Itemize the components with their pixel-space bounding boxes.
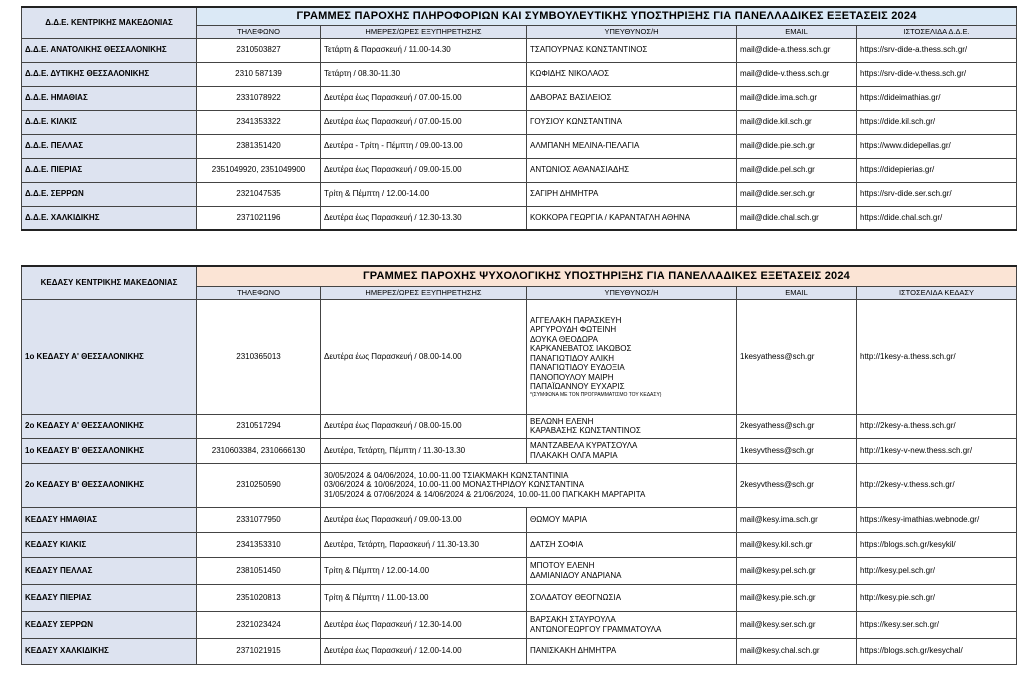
table2-corner: ΚΕΔΑΣΥ ΚΕΝΤΡΙΚΗΣ ΜΑΚΕΔΟΝΙΑΣ bbox=[22, 266, 197, 299]
row-email[interactable]: mail@dide.chal.sch.gr bbox=[737, 206, 857, 230]
row-email[interactable]: mail@dide.kil.sch.gr bbox=[737, 110, 857, 134]
row-person: ΓΟΥΣΙΟΥ ΚΩΝΣΤΑΝΤΙΝΑ bbox=[527, 110, 737, 134]
row-name: ΚΕΔΑΣΥ ΧΑΛΚΙΔΙΚΗΣ bbox=[22, 638, 197, 664]
row-name: ΚΕΔΑΣΥ ΣΕΡΡΩΝ bbox=[22, 611, 197, 638]
person-name: ΚΑΡΑΒΑΣΗΣ ΚΩΝΣΤΑΝΤΙΝΟΣ bbox=[530, 426, 641, 435]
table-row bbox=[22, 584, 1017, 611]
row-persons bbox=[527, 438, 737, 463]
table2-header-email: EMAIL bbox=[737, 286, 857, 299]
row-phone: 2371021915 bbox=[197, 638, 321, 664]
row-hours: Δευτέρα έως Παρασκευή / 09.00-15.00 bbox=[321, 158, 527, 182]
row-hours: Δευτέρα έως Παρασκευή / 12.30-13.30 bbox=[321, 206, 527, 230]
row-hours: Δευτέρα έως Παρασκευή / 12.00-14.00 bbox=[321, 638, 527, 664]
row-phone: 2341353310 bbox=[197, 532, 321, 557]
table-row bbox=[22, 182, 1017, 206]
row-phone: 2331077950 bbox=[197, 507, 321, 532]
row-name: 2ο ΚΕΔΑΣΥ Α' ΘΕΣΣΑΛΟΝΙΚΗΣ bbox=[22, 414, 197, 438]
row-phone: 2341353322 bbox=[197, 110, 321, 134]
row-phone: 2381051450 bbox=[197, 557, 321, 584]
row-person: ΑΝΤΩΝΙΟΣ ΑΘΑΝΑΣΙΑΔΗΣ bbox=[527, 158, 737, 182]
person-name: ΑΡΓΥΡΟΥΔΗ ΦΩΤΕΙΝΗ bbox=[530, 325, 617, 334]
row-website[interactable]: https://kesy-imathias.webnode.gr/ bbox=[857, 507, 1017, 532]
row-person: ΑΛΜΠΑΝΗ ΜΕΛΙΝΑ-ΠΕΛΑΓΙΑ bbox=[527, 134, 737, 158]
row-email[interactable]: mail@kesy.ima.sch.gr bbox=[737, 507, 857, 532]
dde-contacts-table bbox=[21, 6, 1017, 231]
row-name: Δ.Δ.Ε. ΠΕΛΛΑΣ bbox=[22, 134, 197, 158]
row-hours: Τρίτη & Πέμπτη / 12.00-14.00 bbox=[321, 557, 527, 584]
row-phone: 2331078922 bbox=[197, 86, 321, 110]
person-name: ΜΑΝΤΖΑΒΕΛΑ ΚΥΡΑΤΣΟΥΛΑ bbox=[530, 441, 638, 450]
row-phone: 2310365013 bbox=[197, 299, 321, 414]
row-website[interactable]: http://1kesy-v-new.thess.sch.gr/ bbox=[857, 438, 1017, 463]
row-email[interactable]: mail@kesy.pel.sch.gr bbox=[737, 557, 857, 584]
table2-header-hours: ΗΜΕΡΕΣ/ΩΡΕΣ ΕΞΥΠΗΡΕΤΗΣΗΣ bbox=[321, 286, 527, 299]
row-hours: Τετάρτη / 08.30-11.30 bbox=[321, 62, 527, 86]
person-name: ΠΛΑΚΑΚΗ ΟΛΓΑ ΜΑΡΙΑ bbox=[530, 450, 618, 460]
table-row bbox=[22, 134, 1017, 158]
person-name: ΠΑΝΑΓΙΩΤΙΔΟΥ ΕΥΔΟΞΙΑ bbox=[530, 363, 625, 372]
row-hours: Δευτέρα έως Παρασκευή / 08.00-15.00 bbox=[321, 414, 527, 438]
table-row bbox=[22, 532, 1017, 557]
table1-header-person: ΥΠΕΥΘΥΝΟΣ/Η bbox=[527, 25, 737, 38]
table1-header-phone: ΤΗΛΕΦΩΝΟ bbox=[197, 25, 321, 38]
row-email[interactable]: mail@dide-v.thess.sch.gr bbox=[737, 62, 857, 86]
row-website[interactable]: http://2kesy-v.thess.sch.gr/ bbox=[857, 463, 1017, 507]
row-name: ΚΕΔΑΣΥ ΗΜΑΘΙΑΣ bbox=[22, 507, 197, 532]
row-person: ΤΣΑΠΟΥΡΝΑΣ ΚΩΝΣΤΑΝΤΙΝΟΣ bbox=[527, 38, 737, 62]
row-hours: Τρίτη & Πέμπτη / 11.00-13.00 bbox=[321, 584, 527, 611]
row-email[interactable]: mail@dide.ser.sch.gr bbox=[737, 182, 857, 206]
row-name: Δ.Δ.Ε. ΔΥΤΙΚΗΣ ΘΕΣΣΑΛΟΝΙΚΗΣ bbox=[22, 62, 197, 86]
row-name: ΚΕΔΑΣΥ ΠΙΕΡΙΑΣ bbox=[22, 584, 197, 611]
row-website[interactable]: https://blogs.sch.gr/kesychal/ bbox=[857, 638, 1017, 664]
table1-header-website: ΙΣΤΟΣΕΛΙΔΑ Δ.Δ.Ε. bbox=[857, 25, 1017, 38]
table-row bbox=[22, 611, 1017, 638]
table1-header-email: EMAIL bbox=[737, 25, 857, 38]
row-name: Δ.Δ.Ε. ΠΙΕΡΙΑΣ bbox=[22, 158, 197, 182]
row-email[interactable]: mail@dide.ima.sch.gr bbox=[737, 86, 857, 110]
row-email[interactable]: mail@kesy.pie.sch.gr bbox=[737, 584, 857, 611]
table-row bbox=[22, 158, 1017, 182]
row-hours: Δευτέρα - Τρίτη - Πέμπτη / 09.00-13.00 bbox=[321, 134, 527, 158]
schedule-line: 30/05/2024 & 04/06/2024, 10.00-11.00 ΤΣΙΑΚΜΑΚΗ ΚΩΝΣΤΑΝΤΙΝΙΑ bbox=[324, 470, 569, 480]
row-persons bbox=[527, 611, 737, 638]
table-row bbox=[22, 38, 1017, 62]
row-phone: 2351049920, 2351049900 bbox=[197, 158, 321, 182]
row-hours: Δευτέρα, Τετάρτη, Πέμπτη / 11.30-13.30 bbox=[321, 438, 527, 463]
row-email[interactable]: mail@dide.pie.sch.gr bbox=[737, 134, 857, 158]
row-hours: Δευτέρα έως Παρασκευή / 09.00-13.00 bbox=[321, 507, 527, 532]
row-name: Δ.Δ.Ε. ΑΝΑΤΟΛΙΚΗΣ ΘΕΣΣΑΛΟΝΙΚΗΣ bbox=[22, 38, 197, 62]
person-name: ΚΑΡΚΑΝΕΒΑΤΟΣ ΙΑΚΩΒΟΣ bbox=[530, 344, 632, 353]
row-person: ΘΩΜΟΥ ΜΑΡΙΑ bbox=[527, 507, 737, 532]
table-row bbox=[22, 414, 1017, 438]
row-email[interactable]: mail@dide-a.thess.sch.gr bbox=[737, 38, 857, 62]
person-name: ΑΝΤΩΝΟΓΕΩΡΓΟΥ ΓΡΑΜΜΑΤΟΥΛΑ bbox=[530, 624, 662, 634]
row-person: ΣΟΛΔΑΤΟΥ ΘΕΟΓΝΩΣΙΑ bbox=[527, 584, 737, 611]
row-website[interactable]: https://srv-dide-a.thess.sch.gr/ bbox=[857, 38, 1017, 62]
row-hours: Δευτέρα, Τετάρτη, Παρασκευή / 11.30-13.30 bbox=[321, 532, 527, 557]
row-phone: 2321023424 bbox=[197, 611, 321, 638]
row-person: ΔΑΒΟΡΑΣ ΒΑΣΙΛΕΙΟΣ bbox=[527, 86, 737, 110]
row-schedule bbox=[321, 463, 737, 507]
person-name: ΔΑΜΙΑΝΙΔΟΥ ΑΝΔΡΙΑΝΑ bbox=[530, 570, 622, 580]
person-name: ΜΠΟΤΟΥ ΕΛΕΝΗ bbox=[530, 561, 595, 570]
table1-header-hours: ΗΜΕΡΕΣ/ΩΡΕΣ ΕΞΥΠΗΡΕΤΗΣΗΣ bbox=[321, 25, 527, 38]
row-email[interactable]: mail@kesy.ser.sch.gr bbox=[737, 611, 857, 638]
row-website[interactable]: https://dide.kil.sch.gr/ bbox=[857, 110, 1017, 134]
row-name: Δ.Δ.Ε. ΣΕΡΡΩΝ bbox=[22, 182, 197, 206]
table-row bbox=[22, 507, 1017, 532]
row-website[interactable]: https://blogs.sch.gr/kesykil/ bbox=[857, 532, 1017, 557]
row-email[interactable]: 1kesyvthess@sch.gr bbox=[737, 438, 857, 463]
row-phone: 2310603384, 2310666130 bbox=[197, 438, 321, 463]
row-name: ΚΕΔΑΣΥ ΠΕΛΛΑΣ bbox=[22, 557, 197, 584]
person-name: ΔΟΥΚΑ ΘΕΟΔΩΡΑ bbox=[530, 334, 598, 344]
row-hours: Δευτέρα έως Παρασκευή / 07.00-15.00 bbox=[321, 86, 527, 110]
row-phone: 2321047535 bbox=[197, 182, 321, 206]
row-website[interactable]: https://dide.chal.sch.gr/ bbox=[857, 206, 1017, 230]
row-phone: 2310250590 bbox=[197, 463, 321, 507]
row-website[interactable]: http://kesy.pie.sch.gr/ bbox=[857, 584, 1017, 611]
person-name: ΒΕΛΩΝΗ ΕΛΕΝΗ bbox=[530, 416, 594, 426]
table-row bbox=[22, 86, 1017, 110]
table-row bbox=[22, 299, 1017, 414]
row-phone: 2351020813 bbox=[197, 584, 321, 611]
table-row bbox=[22, 438, 1017, 463]
row-person: ΠΑΝΙΣΚΑΚΗ ΔΗΜΗΤΡΑ bbox=[527, 638, 737, 664]
table-row bbox=[22, 638, 1017, 664]
row-website[interactable]: http://kesy.pel.sch.gr/ bbox=[857, 557, 1017, 584]
row-persons bbox=[527, 414, 737, 438]
row-hours: Δευτέρα έως Παρασκευή / 12.30-14.00 bbox=[321, 611, 527, 638]
row-name: 2ο ΚΕΔΑΣΥ Β' ΘΕΣΣΑΛΟΝΙΚΗΣ bbox=[22, 463, 197, 507]
row-hours: Δευτέρα έως Παρασκευή / 08.00-14.00 bbox=[321, 299, 527, 414]
table-row bbox=[22, 557, 1017, 584]
person-name: ΑΓΓΕΛΑΚΗ ΠΑΡΑΣΚΕΥΗ bbox=[530, 315, 622, 325]
row-website[interactable]: http://1kesy-a.thess.sch.gr/ bbox=[857, 299, 1017, 414]
row-phone: 2310503827 bbox=[197, 38, 321, 62]
table-row bbox=[22, 206, 1017, 230]
schedule-line: 31/05/2024 & 07/06/2024 & 14/06/2024 & 21/06/2024, 10.00-11.00 ΠΑΓΚΑΚΗ ΜΑΡΓΑΡΙΤΑ bbox=[324, 489, 646, 499]
table-row bbox=[22, 110, 1017, 134]
row-website[interactable]: https://kesy.ser.sch.gr/ bbox=[857, 611, 1017, 638]
row-phone: 2381351420 bbox=[197, 134, 321, 158]
row-persons bbox=[527, 299, 737, 414]
person-name: ΠΑΝΟΠΟΥΛΟΥ ΜΑΙΡΗ bbox=[530, 372, 614, 382]
row-website[interactable]: https://srv-dide-v.thess.sch.gr/ bbox=[857, 62, 1017, 86]
row-hours: Τετάρτη & Παρασκευή / 11.00-14.30 bbox=[321, 38, 527, 62]
person-name: ΒΑΡΣΑΚΗ ΣΤΑΥΡΟΥΛΑ bbox=[530, 615, 616, 624]
row-name: Δ.Δ.Ε. ΚΙΛΚΙΣ bbox=[22, 110, 197, 134]
row-email[interactable]: mail@dide.pel.sch.gr bbox=[737, 158, 857, 182]
row-email[interactable]: 1kesyathess@sch.gr bbox=[737, 299, 857, 414]
table1-corner: Δ.Δ.Ε. ΚΕΝΤΡΙΚΗΣ ΜΑΚΕΔΟΝΙΑΣ bbox=[22, 7, 197, 38]
row-website[interactable]: https://srv-dide.ser.sch.gr/ bbox=[857, 182, 1017, 206]
row-person: ΚΩΦΙΔΗΣ ΝΙΚΟΛΑΟΣ bbox=[527, 62, 737, 86]
row-website[interactable]: https://dideimathias.gr/ bbox=[857, 86, 1017, 110]
row-hours: Δευτέρα έως Παρασκευή / 07.00-15.00 bbox=[321, 110, 527, 134]
row-name: Δ.Δ.Ε. ΧΑΛΚΙΔΙΚΗΣ bbox=[22, 206, 197, 230]
person-name: ΠΑΠΑΪΩΑΝΝΟΥ ΕΥΧΑΡΙΣ bbox=[530, 382, 625, 391]
row-person: ΔΑΤΣΗ ΣΟΦΙΑ bbox=[527, 532, 737, 557]
row-website[interactable]: https://didepierias.gr/ bbox=[857, 158, 1017, 182]
row-website[interactable]: http://2kesy-a.thess.sch.gr/ bbox=[857, 414, 1017, 438]
table2-title: ΓΡΑΜΜΕΣ ΠΑΡΟΧΗΣ ΨΥΧΟΛΟΓΙΚΗΣ ΥΠΟΣΤΗΡΙΞΗΣ ΓΙΑ ΠΑΝΕΛΛΑΔΙΚΕΣ ΕΞΕΤΑΣΕΙΣ 2024 bbox=[197, 266, 1017, 286]
row-phone: 2371021196 bbox=[197, 206, 321, 230]
row-phone: 2310517294 bbox=[197, 414, 321, 438]
table-row bbox=[22, 463, 1017, 507]
schedule-note: *(ΣΥΜΦΩΝΑ ΜΕ ΤΟΝ ΠΡΟΓΡΑΜΜΑΤΙΣΜΟ ΤΟΥ ΚΕΔΑΣΥ) bbox=[530, 391, 662, 398]
row-person: ΣΑΓΙΡΗ ΔΗΜΗΤΡΑ bbox=[527, 182, 737, 206]
schedule-line: 03/06/2024 & 10/06/2024, 10.00-11.00 ΜΟΝΑΣΤΗΡΙΔΟΥ ΚΩΝΣΤΑΝΤΙΝΑ bbox=[324, 480, 585, 490]
row-name: ΚΕΔΑΣΥ ΚΙΛΚΙΣ bbox=[22, 532, 197, 557]
row-name: 1ο ΚΕΔΑΣΥ Α' ΘΕΣΣΑΛΟΝΙΚΗΣ bbox=[22, 299, 197, 414]
table2-header-phone: ΤΗΛΕΦΩΝΟ bbox=[197, 286, 321, 299]
row-email[interactable]: mail@kesy.chal.sch.gr bbox=[737, 638, 857, 664]
row-name: 1ο ΚΕΔΑΣΥ Β' ΘΕΣΣΑΛΟΝΙΚΗΣ bbox=[22, 438, 197, 463]
row-email[interactable]: 2kesyvthess@sch.gr bbox=[737, 463, 857, 507]
row-hours: Τρίτη & Πέμπτη / 12.00-14.00 bbox=[321, 182, 527, 206]
row-person: ΚΟΚΚΟΡΑ ΓΕΩΡΓΙΑ / ΚΑΡΑΝΤΑΓΛΗ ΑΘΗΝΑ bbox=[527, 206, 737, 230]
person-name: ΠΑΝΑΓΙΩΤΙΔΟΥ ΑΛΙΚΗ bbox=[530, 353, 615, 363]
row-persons bbox=[527, 557, 737, 584]
table2-header-person: ΥΠΕΥΘΥΝΟΣ/Η bbox=[527, 286, 737, 299]
row-email[interactable]: mail@kesy.kil.sch.gr bbox=[737, 532, 857, 557]
row-email[interactable]: 2kesyathess@sch.gr bbox=[737, 414, 857, 438]
kedasy-contacts-table bbox=[21, 265, 1017, 665]
table2-header-website: ΙΣΤΟΣΕΛΙΔΑ ΚΕΔΑΣΥ bbox=[857, 286, 1017, 299]
table1-title: ΓΡΑΜΜΕΣ ΠΑΡΟΧΗΣ ΠΛΗΡΟΦΟΡΙΩΝ ΚΑΙ ΣΥΜΒΟΥΛΕΥΤΙΚΗΣ ΥΠΟΣΤΗΡΙΞΗΣ ΓΙΑ ΠΑΝΕΛΛΑΔΙΚΕΣ ΕΞΕΤΑΣΕΙΣ 2024 bbox=[197, 7, 1017, 25]
table-row bbox=[22, 62, 1017, 86]
row-phone: 2310 587139 bbox=[197, 62, 321, 86]
row-name: Δ.Δ.Ε. ΗΜΑΘΙΑΣ bbox=[22, 86, 197, 110]
row-website[interactable]: https://www.didepellas.gr/ bbox=[857, 134, 1017, 158]
